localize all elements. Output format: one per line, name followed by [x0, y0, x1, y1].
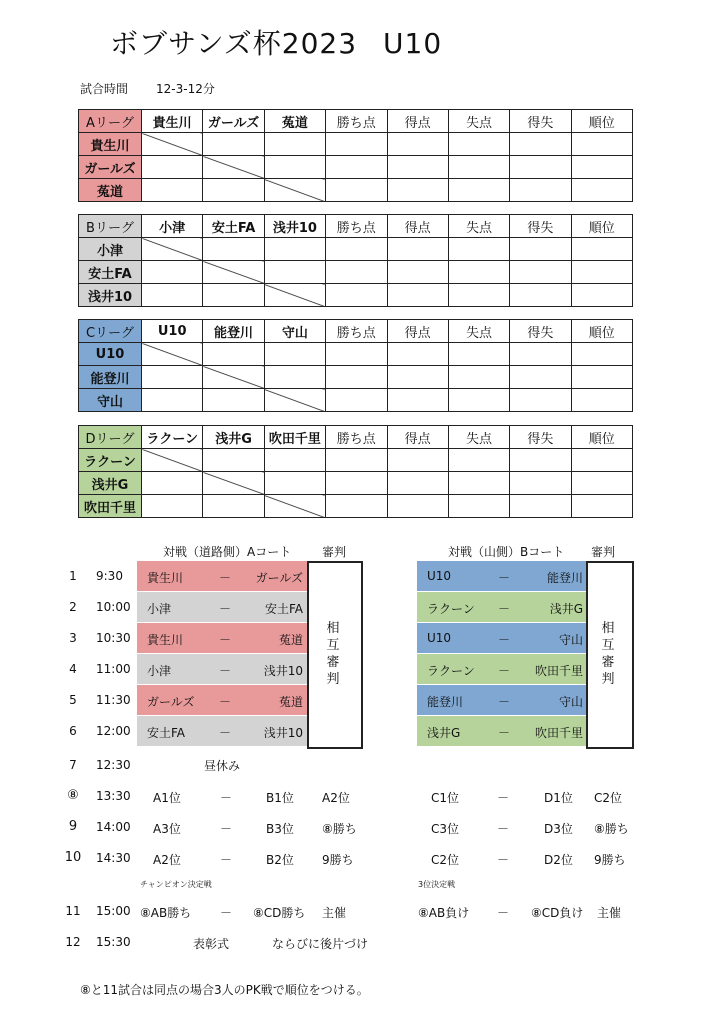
final-a-ref: 主催	[322, 906, 347, 920]
court-b-match	[417, 592, 586, 622]
stat-header: 失点	[448, 320, 509, 343]
result-cell	[203, 495, 264, 518]
stat-cell	[510, 366, 571, 389]
stat-cell	[448, 472, 509, 495]
team-row-header: U10	[79, 343, 142, 366]
stat-cell	[326, 343, 387, 366]
stat-cell	[510, 343, 571, 366]
court-a-match	[137, 623, 307, 653]
league-table	[78, 319, 633, 412]
team-column-header: 貴生川	[142, 110, 203, 133]
result-cell	[264, 495, 325, 518]
match-time: 12:00	[96, 724, 131, 738]
result-cell	[264, 179, 325, 202]
result-cell	[203, 389, 264, 412]
stat-cell	[448, 449, 509, 472]
court-b-vs: －	[498, 664, 511, 678]
stat-cell	[387, 179, 448, 202]
court-a-vs: －	[219, 664, 232, 678]
stat-cell	[510, 284, 571, 307]
stat-cell	[387, 261, 448, 284]
court-b-team-1: ラクーン	[427, 602, 475, 616]
stat-header: 順位	[571, 320, 632, 343]
match-number: 6	[69, 724, 77, 738]
team-column-header: 浅井G	[203, 426, 264, 449]
stat-cell	[326, 472, 387, 495]
stat-header: 勝ち点	[326, 320, 387, 343]
result-cell	[264, 284, 325, 307]
stat-cell	[510, 495, 571, 518]
result-cell	[142, 238, 203, 261]
stat-cell	[326, 284, 387, 307]
stat-header: 得失	[510, 215, 571, 238]
stat-cell	[571, 366, 632, 389]
stat-cell	[326, 133, 387, 156]
stat-header: 勝ち点	[326, 110, 387, 133]
court-a-match	[137, 716, 307, 746]
stat-header: 順位	[571, 426, 632, 449]
team-column-header: ラクーン	[142, 426, 203, 449]
stat-header: 得失	[510, 320, 571, 343]
result-cell	[264, 238, 325, 261]
stat-cell	[571, 261, 632, 284]
court-a-team-1: 安土FA	[147, 726, 186, 740]
rank-b-team-2: D3位	[544, 822, 573, 836]
rank-b-team-2: D2位	[544, 853, 573, 867]
team-column-header: U10	[142, 320, 203, 343]
footnote: ⑧と11試合は同点の場合3人のPK戦で順位をつける。	[80, 983, 369, 997]
court-a-title: 対戦（道路側）Aコート	[163, 545, 292, 559]
rank-b-ref: C2位	[594, 791, 623, 805]
stat-cell	[510, 156, 571, 179]
stat-header: 失点	[448, 215, 509, 238]
final-a2: ⑧CD勝ち	[253, 906, 306, 920]
court-b-team-2: 吹田千里	[534, 726, 583, 740]
result-cell	[264, 156, 325, 179]
rank-a-ref: 9勝ち	[322, 853, 354, 867]
court-b-team-2: 吹田千里	[534, 664, 583, 678]
court-a-match	[137, 685, 307, 715]
result-cell	[203, 179, 264, 202]
stat-cell	[448, 284, 509, 307]
team-row-header: 能登川	[79, 366, 142, 389]
match-time: 11:00	[96, 662, 131, 676]
court-a-team-1: 貴生川	[147, 571, 184, 585]
stat-cell	[387, 449, 448, 472]
stat-cell	[326, 179, 387, 202]
court-a-team-2: 浅井10	[263, 726, 303, 740]
rank-a-vs: －	[220, 822, 233, 836]
stat-header: 失点	[448, 426, 509, 449]
rank-match-time: 13:30	[96, 789, 131, 803]
rank-match-number: 9	[68, 819, 78, 834]
stat-cell	[571, 495, 632, 518]
result-cell	[203, 238, 264, 261]
stat-cell	[571, 156, 632, 179]
final-time: 15:00	[96, 904, 131, 918]
third-place-label: 3位決定戦	[418, 880, 456, 889]
stat-cell	[510, 133, 571, 156]
court-b-team-1: U10	[427, 631, 452, 645]
rank-a-ref: ⑧勝ち	[322, 822, 357, 836]
result-cell	[203, 366, 264, 389]
rank-a-team-2: B3位	[266, 822, 294, 836]
rank-b-vs: －	[497, 853, 510, 867]
match-time: 11:30	[96, 693, 131, 707]
final-b2: ⑧CD負け	[531, 906, 584, 920]
stat-cell	[448, 366, 509, 389]
team-column-header: 吹田千里	[264, 426, 325, 449]
team-column-header: 守山	[264, 320, 325, 343]
court-a-match	[137, 654, 307, 684]
result-cell	[142, 261, 203, 284]
stat-cell	[387, 133, 448, 156]
stat-header: 得失	[510, 110, 571, 133]
court-b-match	[417, 623, 586, 653]
stat-cell	[387, 343, 448, 366]
match-time: 9:30	[96, 569, 123, 583]
result-cell	[264, 133, 325, 156]
stat-cell	[387, 389, 448, 412]
closing-label-1: 表彰式	[193, 937, 230, 951]
team-row-header: 浅井10	[79, 284, 142, 307]
rank-a-team-2: B2位	[266, 853, 294, 867]
court-a-team-1: 貴生川	[147, 633, 184, 647]
final-number: 11	[65, 904, 81, 918]
rank-match-time: 14:30	[96, 851, 131, 865]
rank-a-team-2: B1位	[266, 791, 294, 805]
court-b-vs: －	[498, 602, 511, 616]
league-name: Cリーグ	[79, 320, 142, 343]
rank-match-number: 10	[64, 850, 82, 865]
team-column-header: 小津	[142, 215, 203, 238]
match-number: 5	[69, 693, 77, 707]
team-row-header: 守山	[79, 389, 142, 412]
court-a-vs: －	[219, 726, 232, 740]
court-a-team-2: 菟道	[278, 633, 303, 647]
stat-cell	[571, 449, 632, 472]
court-a-team-1: 小津	[147, 602, 172, 616]
stat-cell	[448, 495, 509, 518]
team-row-header: 小津	[79, 238, 142, 261]
court-b-vs: －	[498, 726, 511, 740]
rank-b-ref: ⑧勝ち	[594, 822, 629, 836]
result-cell	[203, 133, 264, 156]
stat-cell	[448, 179, 509, 202]
stat-cell	[448, 133, 509, 156]
rank-b-team-2: D1位	[544, 791, 573, 805]
result-cell	[142, 343, 203, 366]
lunch-time: 12:30	[96, 758, 131, 772]
stat-cell	[510, 179, 571, 202]
court-a-team-1: 小津	[147, 664, 172, 678]
rank-a-team-1: A3位	[153, 822, 181, 836]
rank-b-ref: 9勝ち	[594, 853, 626, 867]
court-b-team-1: 浅井G	[427, 726, 461, 740]
match-number: 4	[69, 662, 77, 676]
stat-cell	[571, 472, 632, 495]
rank-b-team-1: C2位	[431, 853, 460, 867]
result-cell	[264, 366, 325, 389]
court-a-team-2: 菟道	[278, 695, 303, 709]
stat-cell	[387, 366, 448, 389]
court-b-team-1: 能登川	[427, 695, 464, 709]
result-cell	[142, 156, 203, 179]
result-cell	[264, 449, 325, 472]
closing-number: 12	[65, 935, 81, 949]
final-a1: ⑧AB勝ち	[140, 906, 192, 920]
stat-header: 順位	[571, 110, 632, 133]
closing-label-2: ならびに後片づけ	[272, 937, 369, 951]
team-column-header: 浅井10	[264, 215, 325, 238]
stat-cell	[448, 156, 509, 179]
stat-header: 順位	[571, 215, 632, 238]
result-cell	[203, 284, 264, 307]
court-a-team-2: 安土FA	[264, 602, 303, 616]
court-b-team-2: 守山	[558, 633, 583, 647]
lunch-number: 7	[69, 758, 77, 772]
rank-match-number: ⑧	[67, 788, 79, 803]
stat-header: 勝ち点	[326, 426, 387, 449]
court-b-match	[417, 716, 586, 746]
court-b-team-1: U10	[427, 569, 452, 583]
court-b-team-2: 浅井G	[549, 602, 583, 616]
match-time: 10:00	[96, 600, 131, 614]
league-table	[78, 109, 633, 202]
rank-b-vs: －	[497, 791, 510, 805]
final-a-vs: －	[220, 906, 233, 920]
court-a-vs: －	[219, 695, 232, 709]
closing-time: 15:30	[96, 935, 131, 949]
rank-a-ref: A2位	[322, 791, 350, 805]
team-row-header: 菟道	[79, 179, 142, 202]
result-cell	[142, 389, 203, 412]
stat-cell	[571, 284, 632, 307]
team-row-header: 浅井G	[79, 472, 142, 495]
team-row-header: 吹田千里	[79, 495, 142, 518]
stat-cell	[387, 472, 448, 495]
team-row-header: ラクーン	[79, 449, 142, 472]
court-a-mutual-ref: 相 互 審 判	[326, 621, 340, 687]
stat-cell	[510, 389, 571, 412]
league-table	[78, 214, 633, 307]
rank-a-team-1: A2位	[153, 853, 181, 867]
result-cell	[142, 472, 203, 495]
result-cell	[142, 284, 203, 307]
stat-cell	[571, 238, 632, 261]
stat-cell	[387, 156, 448, 179]
stat-cell	[571, 179, 632, 202]
result-cell	[203, 156, 264, 179]
result-cell	[264, 261, 325, 284]
stat-cell	[387, 495, 448, 518]
team-row-header: ガールズ	[79, 156, 142, 179]
rank-a-vs: －	[220, 853, 233, 867]
match-time: 10:30	[96, 631, 131, 645]
court-a-vs: －	[219, 633, 232, 647]
stat-cell	[387, 238, 448, 261]
stat-cell	[510, 472, 571, 495]
court-b-team-2: 能登川	[546, 571, 583, 585]
stat-header: 得点	[387, 110, 448, 133]
stat-cell	[510, 261, 571, 284]
league-name: Aリーグ	[79, 110, 142, 133]
rank-a-team-1: A1位	[153, 791, 181, 805]
court-a-team-2: ガールズ	[255, 571, 303, 585]
result-cell	[203, 449, 264, 472]
result-cell	[142, 495, 203, 518]
court-a-vs: －	[219, 602, 232, 616]
court-b-mutual-ref: 相 互 審 判	[601, 621, 615, 687]
stat-header: 得点	[387, 426, 448, 449]
stat-cell	[326, 389, 387, 412]
stat-cell	[326, 261, 387, 284]
court-b-ref-header: 審判	[591, 545, 616, 559]
stat-header: 失点	[448, 110, 509, 133]
result-cell	[142, 179, 203, 202]
final-b-vs: －	[497, 906, 510, 920]
court-b-team-1: ラクーン	[427, 664, 475, 678]
stat-cell	[326, 238, 387, 261]
rank-b-team-1: C3位	[431, 822, 460, 836]
stat-cell	[571, 389, 632, 412]
result-cell	[203, 472, 264, 495]
court-b-vs: －	[498, 695, 511, 709]
team-column-header: 菟道	[264, 110, 325, 133]
team-row-header: 貴生川	[79, 133, 142, 156]
stat-cell	[326, 156, 387, 179]
rank-match-time: 14:00	[96, 820, 131, 834]
court-b-match	[417, 685, 586, 715]
stat-header: 得失	[510, 426, 571, 449]
court-b-title: 対戦（山側）Bコート	[448, 545, 565, 559]
stat-cell	[448, 389, 509, 412]
court-a-match	[137, 592, 307, 622]
final-b-ref: 主催	[597, 906, 622, 920]
stat-cell	[448, 238, 509, 261]
stat-header: 得点	[387, 215, 448, 238]
match-number: 2	[69, 600, 77, 614]
page-title: ボブサンズ杯2023 U10	[110, 27, 443, 60]
court-b-match	[417, 654, 586, 684]
court-b-team-2: 守山	[558, 695, 583, 709]
court-a-vs: －	[219, 571, 232, 585]
stat-cell	[326, 495, 387, 518]
league-name: Dリーグ	[79, 426, 142, 449]
final-b1: ⑧AB負け	[418, 906, 470, 920]
stat-header: 得点	[387, 320, 448, 343]
result-cell	[264, 472, 325, 495]
court-a-match	[137, 561, 307, 591]
team-column-header: 安土FA	[203, 215, 264, 238]
rank-b-team-1: C1位	[431, 791, 460, 805]
match-number: 1	[69, 569, 77, 583]
team-row-header: 安土FA	[79, 261, 142, 284]
lunch-label: 昼休み	[204, 759, 241, 773]
result-cell	[142, 366, 203, 389]
stat-cell	[510, 238, 571, 261]
result-cell	[142, 133, 203, 156]
rank-a-vs: －	[220, 791, 233, 805]
court-b-vs: －	[498, 571, 511, 585]
stat-cell	[326, 366, 387, 389]
champion-label: チャンピオン決定戦	[140, 880, 212, 889]
result-cell	[264, 343, 325, 366]
result-cell	[203, 261, 264, 284]
court-a-team-2: 浅井10	[263, 664, 303, 678]
team-column-header: 能登川	[203, 320, 264, 343]
court-b-match	[417, 561, 586, 591]
stat-header: 勝ち点	[326, 215, 387, 238]
match-duration: 試合時間 12-3-12分	[80, 82, 215, 96]
stat-cell	[571, 133, 632, 156]
league-table	[78, 425, 633, 518]
stat-cell	[448, 343, 509, 366]
court-a-team-1: ガールズ	[147, 695, 195, 709]
court-a-ref-header: 審判	[322, 545, 347, 559]
match-number: 3	[69, 631, 77, 645]
court-b-vs: －	[498, 633, 511, 647]
result-cell	[264, 389, 325, 412]
stat-cell	[326, 449, 387, 472]
rank-b-vs: －	[497, 822, 510, 836]
stat-cell	[387, 284, 448, 307]
team-column-header: ガールズ	[203, 110, 264, 133]
stat-cell	[510, 449, 571, 472]
league-name: Bリーグ	[79, 215, 142, 238]
result-cell	[203, 343, 264, 366]
result-cell	[142, 449, 203, 472]
stat-cell	[571, 343, 632, 366]
stat-cell	[448, 261, 509, 284]
